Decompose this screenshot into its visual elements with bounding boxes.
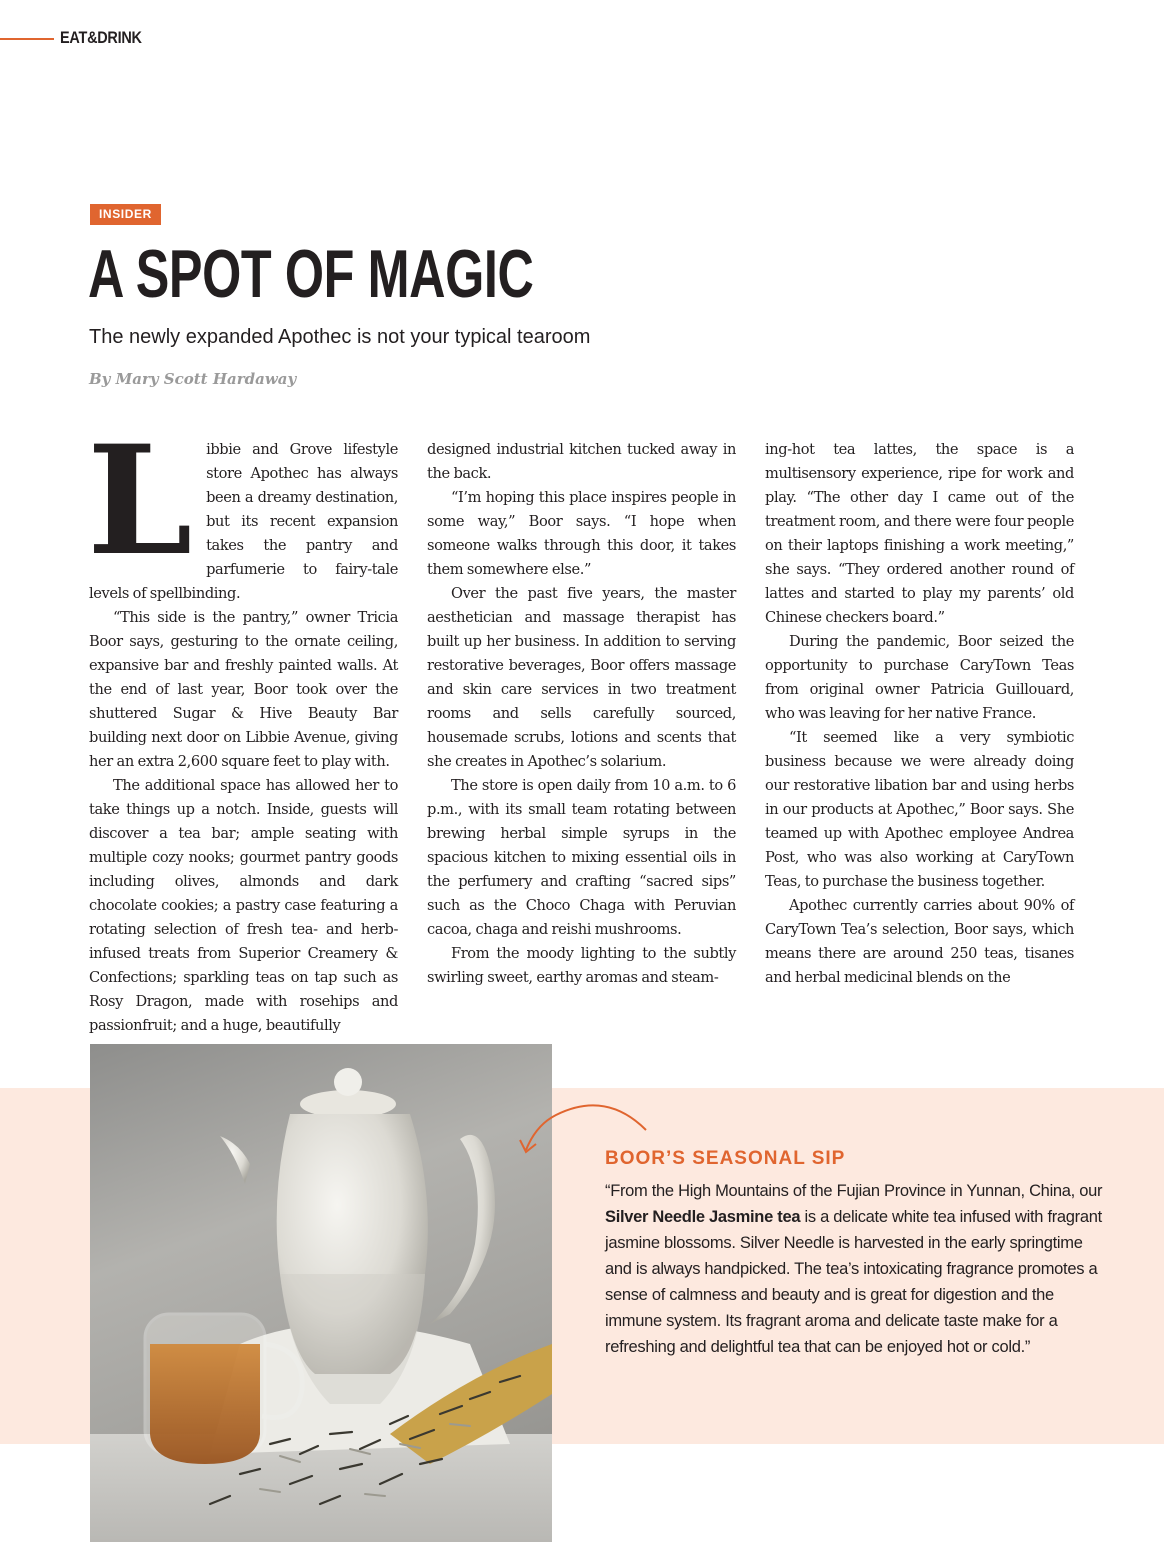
article-paragraph: The store is open daily from 10 a.m. to 6 p.m., with its small team rotating between brewing herbal simple syrups in the spacious kitchen to mixing essential oils in the perfumery and crafting “sacred sips” such as the Choco Chaga with Peruvian cacoa, chaga and reishi mushrooms.	[427, 777, 736, 938]
headline: A SPOT OF MAGIC	[88, 236, 534, 312]
article-paragraph: During the pandemic, Boor seized the opportunity to purchase CaryTown Teas from original owner Patricia Guillouard, who was leaving for her native France.	[765, 633, 1074, 722]
article-column-2	[427, 438, 736, 1020]
article-paragraph: ibbie and Grove lifestyle store Apothec has always been a dreamy destination, but its recent expansion takes the pantry and parfumerie to fairy-tale levels of spellbinding.	[89, 441, 398, 602]
drop-cap: L	[87, 413, 193, 589]
sidebar-quote-start: “From the High Mountains of the Fujian Province in Yunnan, China, our	[605, 1182, 1103, 1200]
article-paragraph: designed industrial kitchen tucked away in the back.	[427, 441, 736, 482]
article-paragraph: Over the past five years, the master aesthetician and massage therapist has built up her business. In addition to serving restorative beverages, Boor offers massage and skin care services in two treatment rooms and sells carefully sourced, housemade scrubs, lotions and scents that she creates in Apothec’s solarium.	[427, 585, 736, 770]
article-paragraph: Apothec currently carries about 90% of CaryTown Tea’s selection, Boor says, which means there are around 250 teas, tisanes and herbal medicinal blends on the	[765, 897, 1074, 986]
kicker-badge: INSIDER	[90, 204, 161, 225]
byline: By Mary Scott Hardaway	[89, 370, 297, 388]
section-rule	[0, 38, 54, 40]
section-label: EAT&DRINK	[60, 28, 142, 47]
article-paragraph: ing-hot tea lattes, the space is a multisensory experience, ripe for work and play. “The other day I came out of the treatment room, and there were four people on their laptops finishing a work meeting,” she says. “They ordered another round of lattes and started to play my parents’ old Chinese checkers board.”	[765, 441, 1074, 626]
article-paragraph: The additional space has allowed her to take things up a notch. Inside, guests will discover a tea bar; ample seating with multiple cozy nooks; gourmet pantry goods including olives, almonds and dark chocolate cookies; a pastry case featuring a rotating selection of fresh tea- and herb-infused treats from Superior Creamery & Confections; sparkling teas on tap such as Rosy Dragon, made with rosehips and passionfruit; and a huge, beautifully	[89, 777, 398, 1034]
article-paragraph: “It seemed like a very symbiotic business because we were already doing our restorative libation bar and using herbs in our products at Apothec,” Boor says. She teamed up with Apothec employee Andrea Post, who was also working at CaryTown Teas, to purchase the business together.	[765, 729, 1074, 890]
sidebar-quote-end: is a delicate white tea infused with fragrant jasmine blossoms. Silver Needle is harvested in the early springtime and is always handpicked. The tea’s intoxicating fragrance promotes a sense of calmness and beauty and is great for digestion and the immune system. Its fragrant aroma and delicate taste make for a refreshing and delightful tea that can be enjoyed hot or cold.”	[605, 1208, 1102, 1356]
sidebar-title: BOOR’S SEASONAL SIP	[605, 1148, 846, 1169]
article-paragraph: “I’m hoping this place inspires people in some way,” Boor says. “I hope when someone walks through this door, it takes them somewhere else.”	[427, 489, 736, 578]
article-column-3	[765, 438, 1074, 1020]
article-paragraph: “This side is the pantry,” owner Tricia Boor says, gesturing to the ornate ceiling, expansive bar and freshly painted walls. At the end of last year, Boor took over the shuttered Sugar & Hive Beauty Bar building next door on Libbie Avenue, giving her an extra 2,600 square feet to play with.	[89, 609, 398, 770]
article-paragraph: From the moody lighting to the subtly swirling sweet, earthy aromas and steam-	[427, 945, 736, 986]
sidebar-tea-name: Silver Needle Jasmine tea	[605, 1208, 801, 1226]
sidebar-quote	[605, 1178, 1105, 1360]
article-column-1	[87, 413, 398, 1034]
tea-photo	[90, 1044, 552, 1542]
dek: The newly expanded Apothec is not your typical tearoom	[89, 326, 591, 348]
